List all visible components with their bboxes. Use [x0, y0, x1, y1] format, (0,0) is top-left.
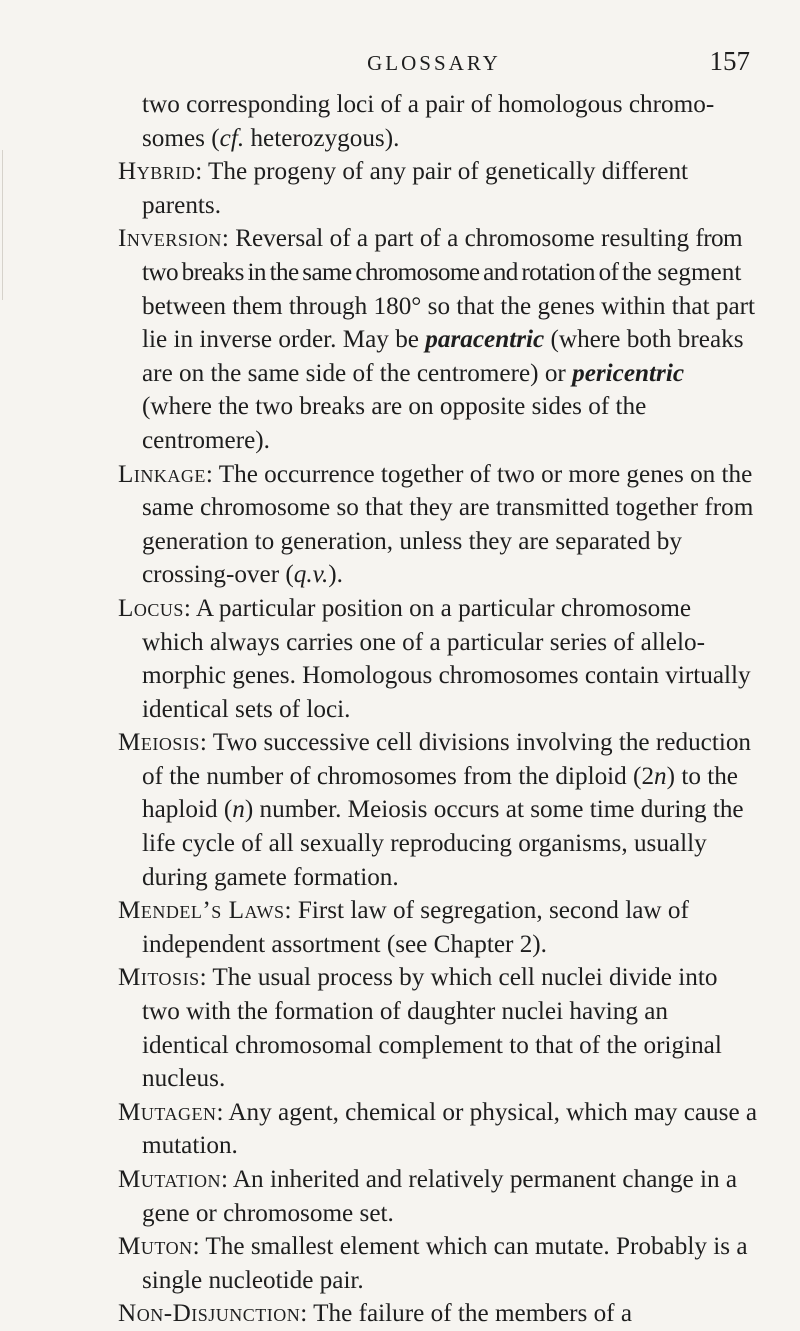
glossary-entry-linkage — [118, 458, 758, 592]
glossary-entries — [118, 88, 758, 1331]
glossary-term: Mutagen — [118, 1098, 217, 1126]
definition-text-condensed: from two breaks in the same chromosome and rotation of the — [142, 225, 742, 286]
definition-text: ) to the haploid ( — [142, 762, 738, 824]
definition-text: ). — [328, 561, 343, 589]
term-separator: : — [284, 897, 298, 925]
symbol-n: n — [654, 762, 667, 790]
glossary-entry-hybrid — [118, 155, 758, 222]
glossary-term: Mitosis — [118, 964, 200, 992]
term-separator: : — [205, 460, 219, 488]
definition-text: The progeny of any pair of genetically different parents. — [142, 158, 689, 219]
definition-text: First law of segregation, second law of independent assortment (see Chapter 2). — [142, 897, 689, 958]
definition-text: The occurrence together of two or more genes on the same chromosome so that they are transmitted together from generation to generation, unless they are separated by crossing-over ( — [142, 460, 754, 589]
definition-text: (where both breaks are on the same side of the centromere) or — [142, 326, 744, 387]
running-head — [118, 46, 750, 80]
glossary-term: Inversion — [118, 225, 222, 253]
term-separator: : — [195, 158, 209, 186]
term-separator: : — [221, 225, 236, 253]
glossary-term: Mutation — [118, 1166, 221, 1193]
definition-text: The failure of the members of a — [313, 1300, 633, 1328]
term-separator: : — [199, 729, 213, 757]
symbol-n: n — [232, 796, 245, 824]
cf-abbreviation: cf. — [219, 124, 245, 152]
glossary-entry-mutagen — [118, 1096, 758, 1163]
term-separator: : — [220, 1166, 233, 1193]
definition-text: The usual process by which cell nuclei divide into two with the formation of daughter nuclei having an identical chromosomal complement to that of the original nucleus. — [142, 964, 722, 1093]
glossary-entry-locus — [118, 592, 758, 726]
glossary-entry-mitosis — [118, 961, 758, 1095]
glossary-entry-inversion — [118, 222, 758, 457]
section-title: GLOSSARY — [367, 51, 501, 75]
glossary-entry-non-disjunction — [118, 1297, 758, 1331]
glossary-term: Linkage — [118, 460, 206, 488]
glossary-term: Meiosis — [118, 729, 200, 757]
page-gutter-shadow — [2, 150, 3, 300]
glossary-term: Non-Disjunction — [118, 1300, 301, 1328]
page-number: 157 — [709, 46, 750, 76]
definition-text: ) number. Meiosis occurs at some time during the life cycle of all sexually reproducing organisms, usually during gamete formation. — [142, 796, 744, 891]
glossary-entry-heterozygote-continued — [118, 88, 758, 155]
definition-text: segment between them through 180° so that the genes within that part lie in inverse order. May be — [142, 258, 756, 354]
glossary-term: Hybrid — [118, 158, 196, 186]
glossary-term: Muton — [118, 1233, 193, 1261]
definition-text: Two successive cell divisions involving the reduction of the number of chromosomes from the diploid (2 — [142, 729, 752, 790]
glossary-term: Mendel’s Laws — [118, 897, 285, 925]
definition-text: Reversal of a part of a chromosome resulting — [235, 225, 696, 253]
glossary-entry-mutation — [118, 1163, 758, 1230]
term-separator: : — [216, 1098, 229, 1126]
term-separator: : — [199, 964, 213, 992]
term-pericentric: pericentric — [572, 359, 685, 387]
qv-abbreviation: q.v. — [293, 561, 329, 589]
term-separator: : — [183, 594, 196, 622]
glossary-entry-mendels-laws — [118, 894, 758, 961]
term-paracentric: paracentric — [425, 326, 545, 354]
glossary-term: Locus — [118, 594, 184, 622]
glossary-entry-meiosis — [118, 726, 758, 894]
term-separator: : — [300, 1300, 314, 1328]
term-separator: : — [192, 1233, 206, 1261]
definition-text: two corresponding loci of a pair of homologous chromosomes ( — [142, 91, 715, 152]
definition-text: The smallest element which can mutate. Probably is a single nucleotide pair. — [142, 1233, 748, 1294]
definition-text: (where the two breaks are on opposite sides of the centromere). — [142, 393, 647, 454]
definition-text: An inherited and relatively permanent change in a gene or chromosome set. — [142, 1166, 738, 1227]
glossary-entry-muton — [118, 1230, 758, 1297]
definition-text: A particular position on a particular chromosome which always carries one of a particular series of allelomorphic genes. Homologous chromosomes contain virtually identical sets of loci. — [142, 594, 751, 723]
definition-text: heterozygous). — [244, 124, 400, 152]
definition-text: Any agent, chemical or physical, which may cause a mutation. — [142, 1098, 758, 1160]
